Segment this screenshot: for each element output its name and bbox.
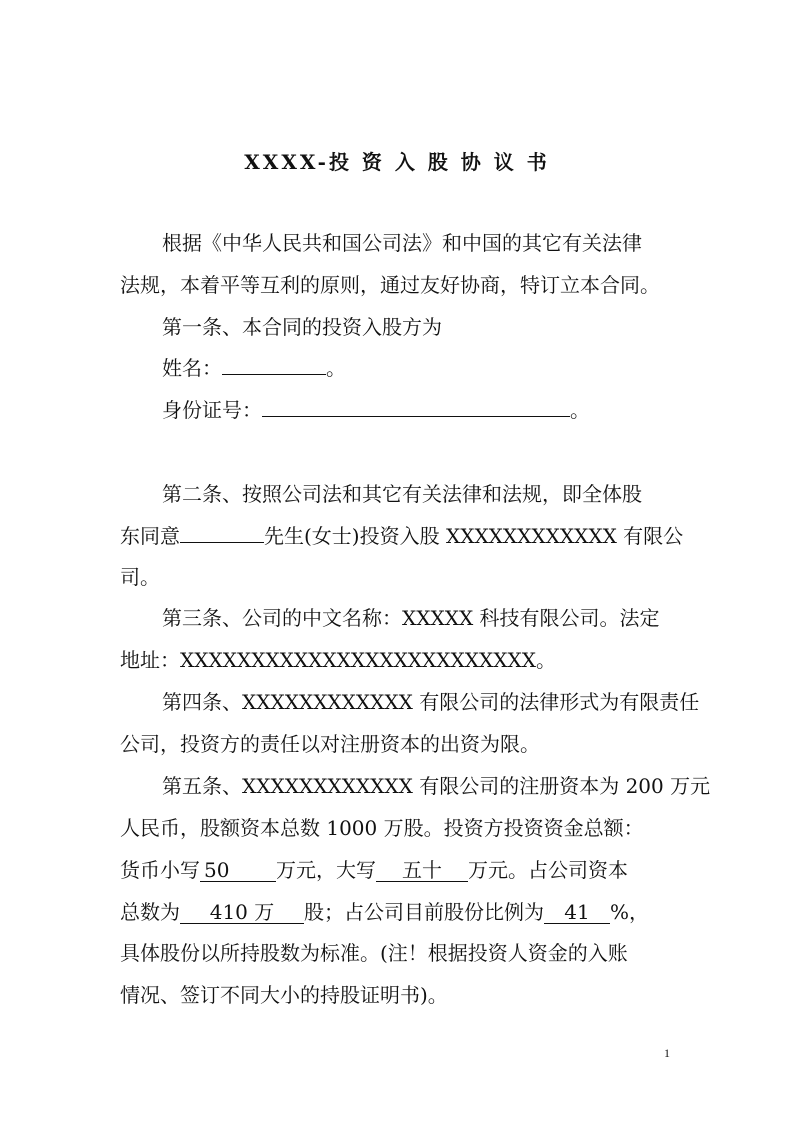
article-2-line-3: 司。 [120, 565, 160, 589]
article-5-line-5: 具体股份以所持股数为标准。(注！根据投资人资金的入账 [120, 941, 628, 965]
article-3-line-1: 第三条、公司的中文名称：XXXXX 科技有限公司。法定 [162, 606, 660, 630]
id-label: 身份证号： [162, 398, 262, 422]
name-end: 。 [326, 356, 346, 380]
amount-small-label: 货币小写 [120, 858, 200, 882]
article-4-line-2: 公司，投资方的责任以对注册资本的出资为限。 [120, 732, 540, 756]
article-5-line-1: 第五条、XXXXXXXXXXXX 有限公司的注册资本为 200 万元 [162, 774, 711, 798]
article-2-suffix: 先生(女士)投资入股 XXXXXXXXXXXX 有限公 [264, 524, 684, 548]
amount-small-field[interactable]: 50 [200, 859, 276, 882]
name-row [162, 355, 346, 381]
article-3-line-2: 地址：XXXXXXXXXXXXXXXXXXXXXXXXX。 [120, 648, 556, 672]
article-1-heading: 第一条、本合同的投资入股方为 [162, 315, 442, 339]
percent-label: 股；占公司目前股份比例为 [304, 900, 544, 924]
article-5-line-4 [120, 899, 649, 925]
article-4-line-1: 第四条、XXXXXXXXXXXX 有限公司的法律形式为有限责任 [162, 690, 700, 714]
id-end: 。 [570, 398, 590, 422]
shares-label: 总数为 [120, 900, 180, 924]
shares-field[interactable]: 410 万 [180, 901, 304, 924]
intro-line-1: 根据《中华人民共和国公司法》和中国的其它有关法律 [162, 231, 642, 255]
page-number: 1 [664, 1046, 670, 1060]
investor-name-blank-field[interactable] [180, 542, 264, 543]
intro-line-2: 法规，本着平等互利的原则，通过友好协商，特订立本合同。 [120, 273, 660, 297]
document-title: XXXX-投 资 入 股 协 议 书 [244, 150, 550, 174]
id-number-blank-field[interactable] [262, 416, 570, 417]
id-row [162, 397, 590, 423]
article-2-prefix: 东同意 [120, 524, 180, 548]
name-blank-field[interactable] [222, 374, 326, 375]
name-label: 姓名： [162, 356, 222, 380]
amount-large-field[interactable]: 五十 [376, 859, 468, 882]
article-2-line-1: 第二条、按照公司法和其它有关法律和法规，即全体股 [162, 482, 642, 506]
article-2-line-2 [120, 523, 683, 549]
percent-sign: %， [610, 900, 650, 924]
article-5-line-2: 人民币，股额资本总数 1000 万股。投资方投资资金总额： [120, 816, 644, 840]
amount-large-label: 万元，大写 [276, 858, 376, 882]
article-5-line-6: 情况、签订不同大小的持股证明书)。 [120, 983, 448, 1007]
percent-field[interactable]: 41 [544, 901, 610, 924]
capital-label: 万元。占公司资本 [468, 858, 628, 882]
article-5-line-3 [120, 857, 628, 883]
